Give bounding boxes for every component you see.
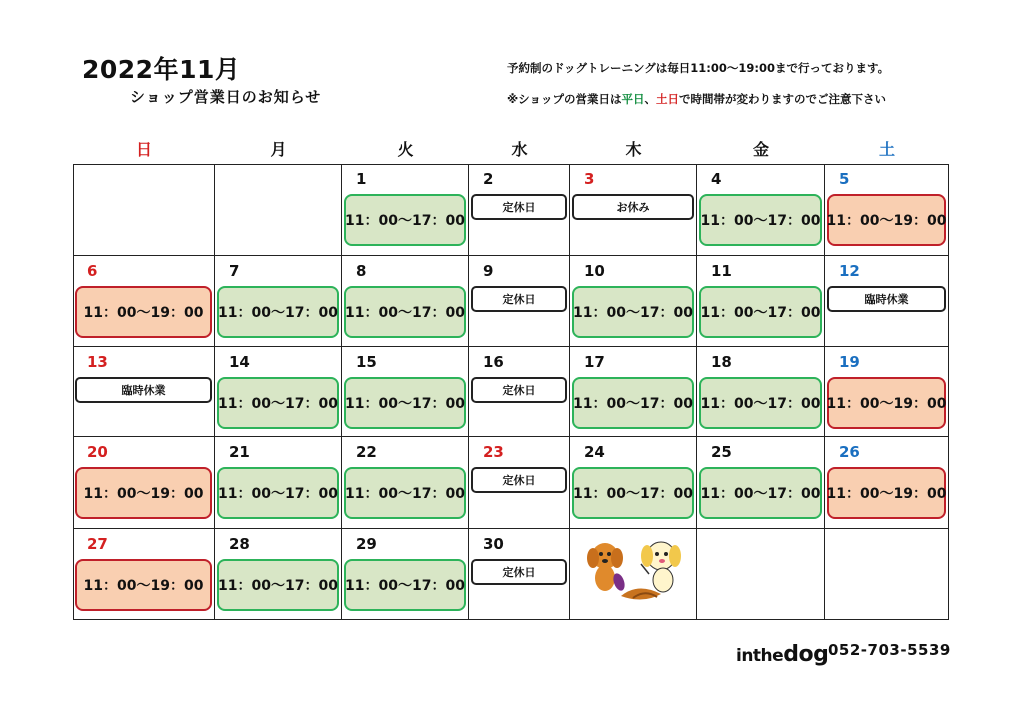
training-note: 予約制のドッグトレーニングは毎日11:00〜19:00まで行っております。 bbox=[507, 61, 890, 75]
hours-label: 11：00〜17：00 bbox=[344, 467, 466, 519]
hours-label: 11：00〜19：00 bbox=[827, 377, 946, 429]
day-number: 23 bbox=[483, 443, 504, 461]
day-number: 21 bbox=[229, 443, 250, 461]
day-number: 11 bbox=[711, 262, 732, 280]
day-number: 4 bbox=[711, 170, 722, 188]
hours-note-weekend: 土日 bbox=[655, 92, 679, 106]
hours-label: 11：00〜17：00 bbox=[344, 194, 466, 246]
calendar-cell bbox=[215, 164, 342, 256]
day-number: 28 bbox=[229, 535, 250, 553]
closed-label: 定休日 bbox=[471, 286, 567, 312]
calendar-cell bbox=[825, 529, 949, 620]
day-number: 17 bbox=[584, 353, 605, 371]
day-number: 12 bbox=[839, 262, 860, 280]
hours-label: 11：00〜17：00 bbox=[699, 286, 822, 338]
day-number: 18 bbox=[711, 353, 732, 371]
closed-label: 臨時休業 bbox=[827, 286, 946, 312]
day-number: 7 bbox=[229, 262, 240, 280]
day-number: 6 bbox=[87, 262, 98, 280]
day-number: 2 bbox=[483, 170, 494, 188]
hours-label: 11：00〜17：00 bbox=[699, 377, 822, 429]
shop-logo bbox=[736, 642, 828, 667]
day-number: 30 bbox=[483, 535, 504, 553]
day-number: 9 bbox=[483, 262, 494, 280]
hours-label: 11：00〜17：00 bbox=[699, 467, 822, 519]
hours-label: 11：00〜19：00 bbox=[827, 467, 946, 519]
page-title: 2022年11月 bbox=[82, 55, 241, 84]
day-number: 8 bbox=[356, 262, 367, 280]
day-number: 24 bbox=[584, 443, 605, 461]
weekday-label: 水 bbox=[511, 140, 528, 159]
day-number: 5 bbox=[839, 170, 850, 188]
hours-note-prefix: ※ショップの営業日は bbox=[507, 92, 622, 106]
hours-label: 11：00〜17：00 bbox=[217, 467, 339, 519]
weekday-label: 土 bbox=[878, 140, 895, 159]
closed-label: 臨時休業 bbox=[75, 377, 212, 403]
day-number: 15 bbox=[356, 353, 377, 371]
logo-text-a: inthe bbox=[736, 646, 784, 666]
hours-note-suffix: で時間帯が変わりますのでご注意下さい bbox=[678, 92, 886, 106]
calendar-cell bbox=[73, 164, 215, 256]
weekday-label: 日 bbox=[135, 140, 152, 159]
day-number: 10 bbox=[584, 262, 605, 280]
day-number: 26 bbox=[839, 443, 860, 461]
hours-note-weekday: 平日 bbox=[621, 92, 645, 106]
hours-label: 11：00〜19：00 bbox=[827, 194, 946, 246]
day-number: 20 bbox=[87, 443, 108, 461]
hours-label: 11：00〜17：00 bbox=[572, 467, 694, 519]
hours-note bbox=[507, 91, 886, 107]
hours-label: 11：00〜17：00 bbox=[572, 377, 694, 429]
dogs-illustration bbox=[583, 534, 695, 604]
closed-label: 定休日 bbox=[471, 194, 567, 220]
calendar-grid bbox=[73, 164, 949, 620]
logo-text-b: dog bbox=[783, 642, 829, 667]
day-number: 3 bbox=[584, 170, 595, 188]
closed-label: 定休日 bbox=[471, 467, 567, 493]
hours-label: 11：00〜19：00 bbox=[75, 467, 212, 519]
day-number: 22 bbox=[356, 443, 377, 461]
day-number: 27 bbox=[87, 535, 108, 553]
hours-label: 11：00〜19：00 bbox=[75, 559, 212, 611]
weekday-label: 火 bbox=[397, 140, 414, 159]
day-number: 14 bbox=[229, 353, 250, 371]
weekday-label: 金 bbox=[752, 140, 769, 159]
closed-label: 定休日 bbox=[471, 377, 567, 403]
day-number: 16 bbox=[483, 353, 504, 371]
closed-label: お休み bbox=[572, 194, 694, 220]
hours-label: 11：00〜17：00 bbox=[217, 286, 339, 338]
hours-label: 11：00〜17：00 bbox=[344, 286, 466, 338]
day-number: 1 bbox=[356, 170, 367, 188]
weekday-label: 木 bbox=[625, 140, 642, 159]
hours-label: 11：00〜19：00 bbox=[75, 286, 212, 338]
hours-label: 11：00〜17：00 bbox=[217, 377, 339, 429]
hours-label: 11：00〜17：00 bbox=[217, 559, 339, 611]
hours-note-separator: 、 bbox=[644, 92, 656, 106]
phone-number: 052-703-5539 bbox=[828, 641, 951, 659]
day-number: 29 bbox=[356, 535, 377, 553]
hours-label: 11：00〜17：00 bbox=[699, 194, 822, 246]
day-number: 13 bbox=[87, 353, 108, 371]
hours-label: 11：00〜17：00 bbox=[344, 559, 466, 611]
weekday-label: 月 bbox=[270, 140, 287, 159]
calendar-cell bbox=[697, 529, 825, 620]
hours-label: 11：00〜17：00 bbox=[572, 286, 694, 338]
closed-label: 定休日 bbox=[471, 559, 567, 585]
page-subtitle: ショップ営業日のお知らせ bbox=[130, 88, 322, 106]
day-number: 25 bbox=[711, 443, 732, 461]
hours-label: 11：00〜17：00 bbox=[344, 377, 466, 429]
day-number: 19 bbox=[839, 353, 860, 371]
